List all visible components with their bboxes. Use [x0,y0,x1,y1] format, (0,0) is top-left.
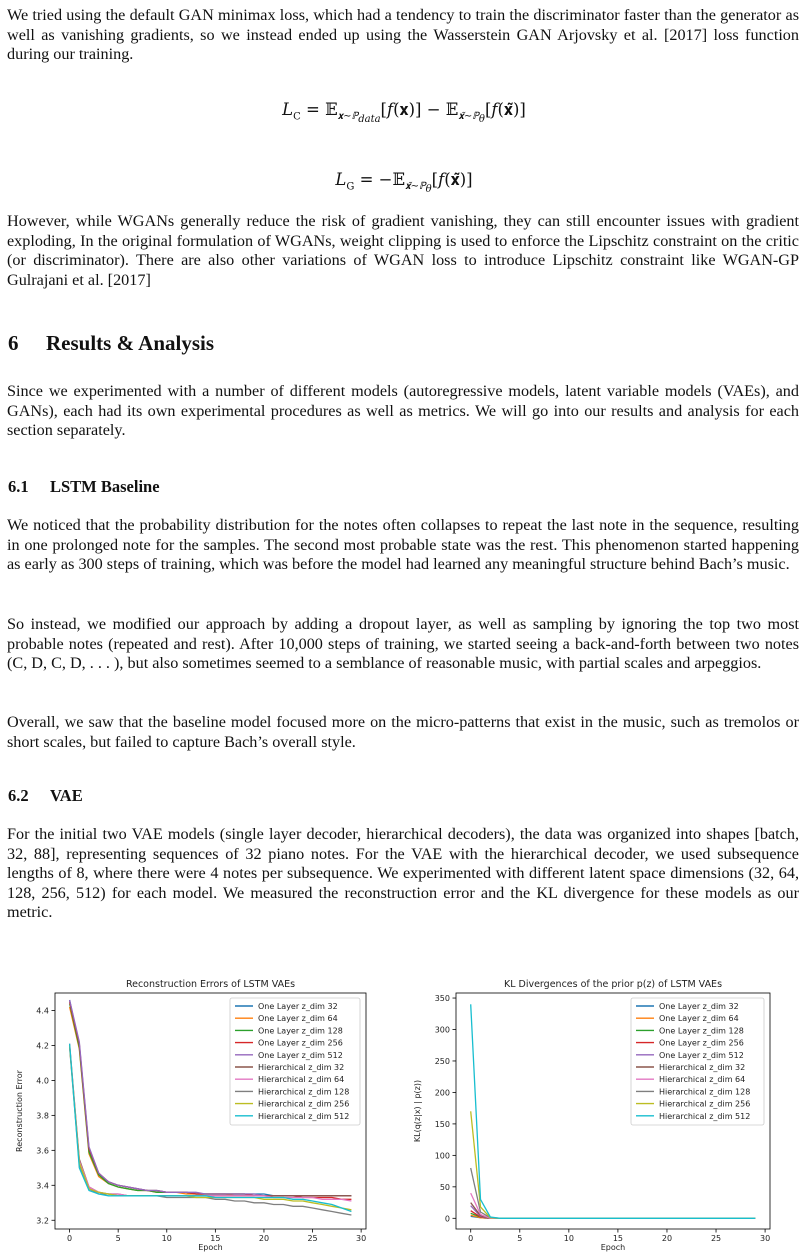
y-tick-label: 200 [434,1088,450,1098]
subsection-title: VAE [50,786,83,805]
y-axis-label: Reconstruction Error [15,1070,24,1152]
section-title: Results & Analysis [46,331,215,355]
legend-label: Hierarchical z_dim 256 [258,1099,350,1109]
critic-loss-equation: $L_C$ = 𝔼$_{𝐱\sim ℙ_{data}}$[f(𝐱)] − 𝔼$_{𝐱̃\sim ℙ_\theta}$[f(𝐱̃)] [282,100,526,126]
legend-label: Hierarchical z_dim 512 [659,1111,751,1121]
section-number: 6 [8,331,19,355]
legend-label: One Layer z_dim 128 [659,1026,744,1036]
subsection-number: 6.2 [8,786,29,805]
intro-paragraph: We tried using the default GAN minimax loss, which had a tendency to train the discriminator faster than the generator as well as vanishing gradients, so we instead ended up using the Wasserstein GAN Arjovsky et al. [2017] loss function during our training. [7,6,799,64]
y-tick-label: 350 [434,994,450,1004]
x-tick-label: 20 [258,1234,270,1243]
legend-label: Hierarchical z_dim 256 [659,1099,751,1109]
section-6-heading [8,331,214,356]
y-tick-label: 4.0 [36,1076,49,1086]
y-tick-label: 150 [434,1119,450,1129]
legend-label: Hierarchical z_dim 32 [659,1063,746,1072]
section-6-1-paragraph-1: We noticed that the probability distribution for the notes often collapses to repeat the last note in the sequence, resulting in one prolonged note for the samples. The second most probable state was the rest. This phenomenon started happening as early as 300 steps of training, which was before the model had learned any meaningful structure behind Bach’s music. [7,516,799,574]
legend-label: Hierarchical z_dim 32 [258,1063,345,1072]
section-6-2-paragraph-1: For the initial two VAE models (single layer decoder, hierarchical decoders), the data was organized into shapes [batch, 32, 88], representing sequences of 32 piano notes. For the VAE with the hierarchical decoder, we used subsequence lengths of 8, where there were 4 notes per subsequence. We experimented with different latent space dimensions (32, 64, 128, 256, 512) for each model. We measured the reconstruction error and the KL divergence for these models as our metric. [7,825,799,922]
legend-label: One Layer z_dim 256 [659,1038,744,1048]
y-axis-label: KL(q(z|x) | p(z)) [413,1079,422,1143]
x-tick-label: 5 [115,1234,121,1243]
y-tick-label: 0 [444,1214,450,1224]
x-tick-label: 10 [563,1234,574,1243]
legend-label: One Layer z_dim 64 [659,1014,739,1024]
legend-label: Hierarchical z_dim 512 [258,1111,350,1121]
series-line-4 [471,1211,756,1219]
y-tick-label: 4.2 [36,1041,49,1051]
subsection-title: LSTM Baseline [50,477,160,496]
y-tick-label: 250 [434,1056,450,1066]
x-tick-label: 5 [517,1234,523,1243]
x-tick-label: 15 [612,1234,623,1243]
legend-label: One Layer z_dim 128 [258,1026,343,1036]
chart-title: Reconstruction Errors of LSTM VAEs [125,979,296,990]
y-tick-label: 4.4 [36,1006,49,1016]
legend-label: Hierarchical z_dim 64 [258,1075,345,1085]
legend-label: One Layer z_dim 64 [258,1014,338,1024]
y-tick-label: 3.8 [36,1111,49,1121]
series-line-9 [471,1111,756,1218]
legend-label: One Layer z_dim 512 [258,1050,343,1060]
legend-label: One Layer z_dim 256 [258,1038,343,1048]
section-6-paragraph: Since we experimented with a number of different models (autoregressive models, latent variable models (VAEs), and GANs), each had its own experimental procedures as well as metrics. We will go into our results and analysis for each section separately. [7,382,799,440]
x-tick-label: 25 [307,1234,318,1243]
x-tick-label: 25 [710,1234,722,1243]
x-tick-label: 0 [67,1234,73,1243]
y-tick-label: 50 [439,1182,450,1192]
chart-title: KL Divergences of the prior p(z) of LSTM VAEs [503,979,723,990]
x-axis-label: Epoch [198,1243,223,1252]
section-6-2-heading [8,786,83,806]
section-6-1-paragraph-2: So instead, we modified our approach by adding a dropout layer, as well as sampling by ignoring the top two most probable notes (repeated and rest). After 10,000 steps of training, we started seeing a back-and-forth between two notes (C, D, C, D, . . . ), but also sometimes seemed to a semblance of reasonable music, with partial scales and arpeggios. [7,615,799,673]
kl-divergence-chart [404,974,808,1256]
series-line-5 [471,1206,756,1219]
x-tick-label: 30 [760,1234,771,1243]
series-line-7 [471,1193,756,1218]
section-6-1-paragraph-3: Overall, we saw that the baseline model focused more on the micro-patterns that exist in the music, such as tremolos or short scales, but failed to capture Bach’s overall style. [7,713,799,751]
x-tick-label: 30 [356,1234,367,1243]
x-tick-label: 15 [210,1234,221,1243]
series-line-6 [471,1203,756,1219]
x-tick-label: 20 [661,1234,673,1243]
y-tick-label: 300 [434,1025,450,1035]
y-tick-label: 100 [434,1151,450,1161]
legend-label: Hierarchical z_dim 128 [659,1087,751,1097]
subsection-number: 6.1 [8,477,29,496]
generator-loss-equation: $L_G$ = −𝔼$_{𝐱̃\sim ℙ_\theta}$[f(𝐱̃)] [335,170,473,196]
legend-label: Hierarchical z_dim 64 [659,1075,746,1085]
legend-label: One Layer z_dim 32 [659,1002,739,1011]
x-tick-label: 0 [468,1234,474,1243]
legend-label: Hierarchical z_dim 128 [258,1087,350,1097]
y-tick-label: 3.2 [36,1216,49,1226]
reconstruction-error-chart [0,974,404,1256]
series-line-8 [471,1168,756,1218]
y-tick-label: 3.4 [36,1181,49,1191]
y-tick-label: 3.6 [36,1146,49,1156]
series-line-3 [471,1213,756,1218]
wgan-paragraph: However, while WGANs generally reduce the risk of gradient vanishing, they can still encounter issues with gradient exploding, In the original formulation of WGANs, weight clipping is used to enforce the Lipschitz constraint on the critic (or discriminator). There are also other variations of WGAN loss to introduce Lipschitz constraint like WGAN-GP Gulrajani et al. [2017] [7,212,799,289]
x-axis-label: Epoch [600,1243,626,1252]
x-tick-label: 10 [161,1234,172,1243]
legend-label: One Layer z_dim 512 [659,1050,744,1060]
legend-label: One Layer z_dim 32 [258,1002,338,1011]
section-6-1-heading [8,477,160,497]
